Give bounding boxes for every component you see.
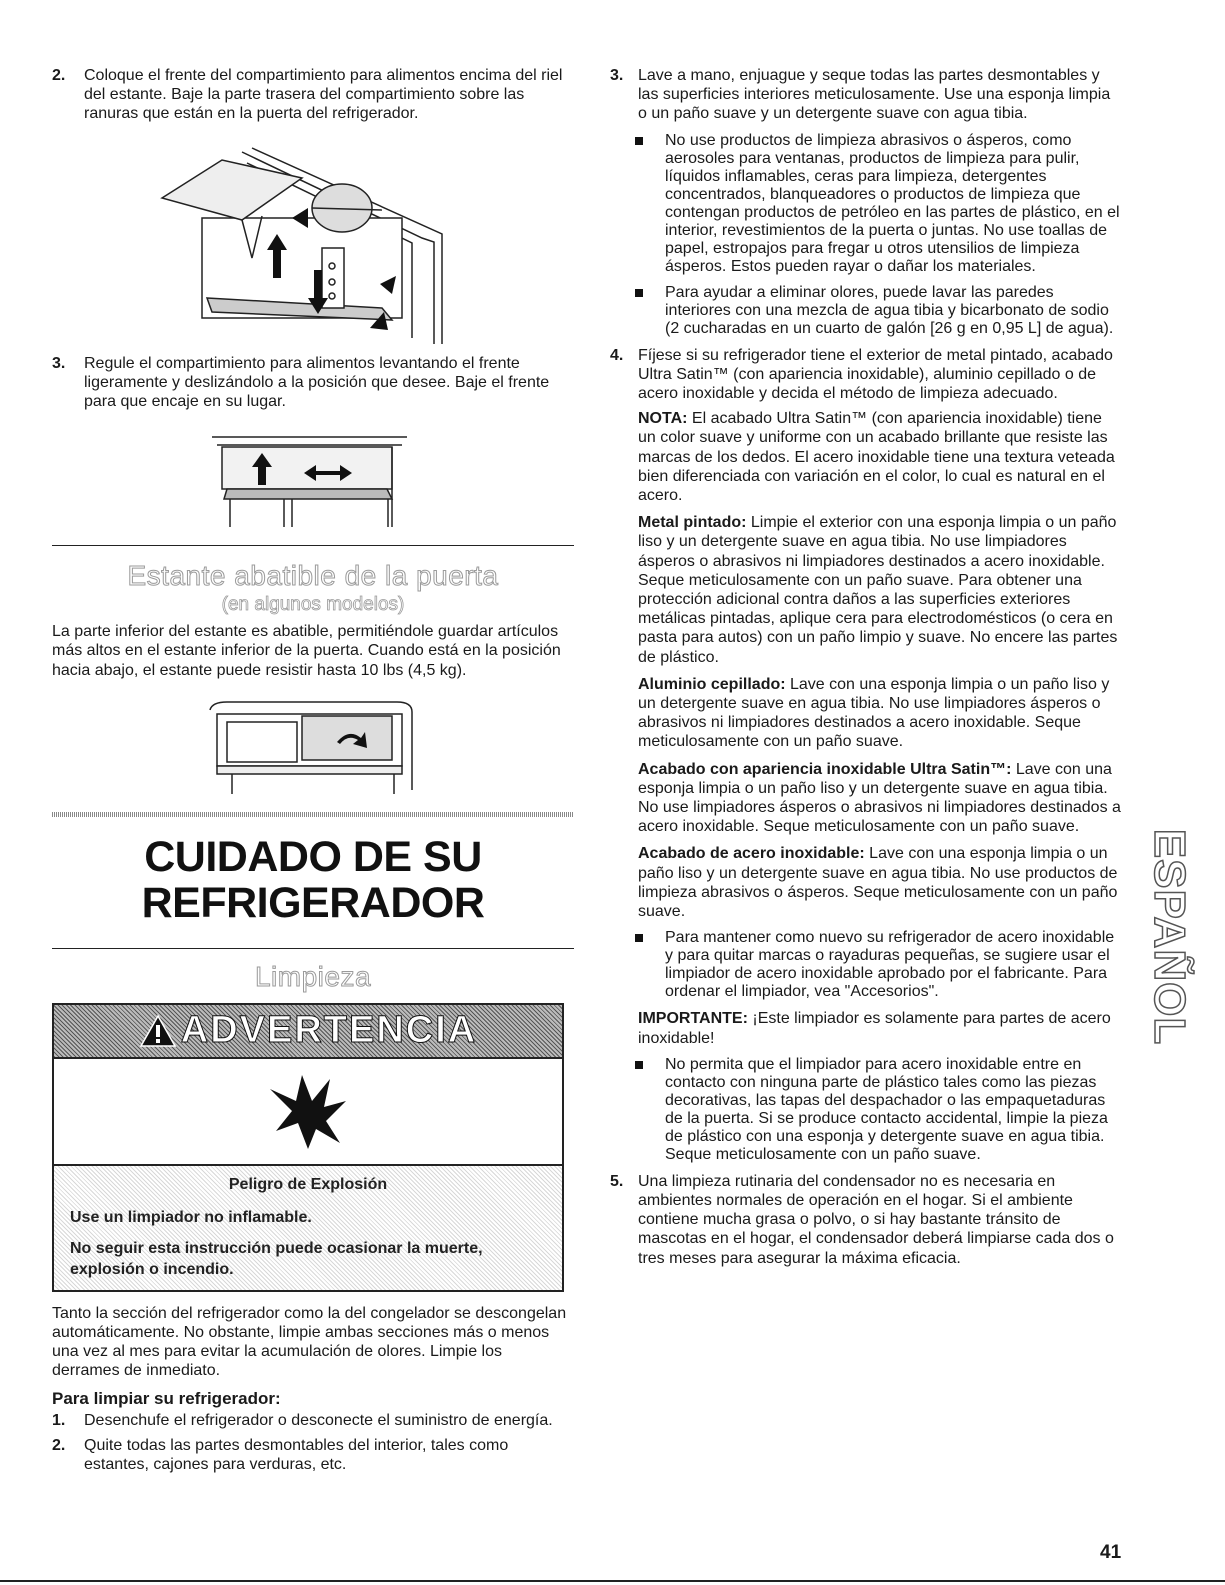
warning-line-2: No seguir esta instrucción puede ocasionar la muerte, explosión o incendio. (70, 1239, 483, 1278)
warning-line-1: Use un limpiador no inflamable. (70, 1208, 312, 1226)
shelf-section-title: Estante abatible de la puerta (127, 560, 499, 592)
section-title-line-2: REFRIGERADOR (141, 878, 485, 927)
important-text: ¡Este limpiador es solamente para partes de acero inoxidable! (638, 1010, 1111, 1047)
ultra-satin-label: Acabado con apariencia inoxidable Ultra Satin™: (638, 760, 1012, 778)
clean-step-5 (610, 1172, 1122, 1268)
stainless-text: Lave con una esponja limpia o un paño liso y un detergente suave en agua tibia. No use productos de limpieza abrasivos o ásperos. Seque meticulosamente con un paño suave. (638, 845, 1118, 921)
step-text: Coloque el frente del compartimiento para alimentos encima del riel del estante. Baje la parte trasera del compartimiento sobre las ranuras que están en la puerta del refrigerador. (84, 67, 563, 123)
explosion-icon (268, 1071, 348, 1151)
aluminum-paragraph (638, 675, 1122, 752)
step-text: Regule el compartimiento para alimentos levantando el frente ligeramente y deslizándolo a la posición que desee. Baje el frente para que encaje en su lugar. (84, 354, 550, 411)
nota-label: NOTA: (638, 410, 688, 428)
bullet-item (635, 132, 1122, 276)
bin-slide-illustration (52, 427, 574, 537)
step-number: 4. (610, 346, 624, 364)
step-number: 2. (52, 67, 66, 84)
bullet-square-icon (635, 289, 643, 297)
warning-box (52, 1003, 564, 1292)
step-number: 2. (52, 1436, 66, 1454)
step-number: 3. (610, 67, 624, 84)
aluminum-text: Lave con una esponja limpia o un paño liso y un detergente suave en agua tibia. No use limpiadores ásperos o abrasivos ni limpiadores destinados a acero inoxidable. Seque meticulosamente con un paño suave. (638, 675, 1110, 751)
step-text: Fíjese si su refrigerador tiene el exterior de metal pintado, acabado Ultra Satin™ (con apariencia inoxidable), aluminio cepillado o de acero inoxidable y decida el método de limpieza adecuado. (638, 346, 1113, 403)
section-title-line-1: CUIDADO DE SU (144, 832, 482, 881)
step-3-adjust-bin (52, 354, 574, 412)
section-divider (52, 545, 574, 546)
flip-shelf-illustration (52, 698, 574, 798)
defrost-paragraph: Tanto la sección del refrigerador como la del congelador se descongelan automáticamente. No obstante, limpie ambas secciones más o menos una vez al mes para evitar la acumulación de olores. Limpie los derrames de inmediato. (52, 1304, 567, 1380)
step-number: 3. (52, 354, 66, 372)
clean-step-2 (52, 1436, 574, 1474)
metal-paragraph (638, 513, 1122, 667)
stainless-label: Acabado de acero inoxidable: (638, 845, 865, 863)
bottom-rule (0, 1580, 1225, 1582)
step-text: Una limpieza rutinaria del condensador no es necesaria en ambientes normales de operación en el hogar. Si el ambiente contiene mucha grasa o polvo, o si hay bastante tránsito de mascotas en el hogar, el condensador deberá limpiarse cada dos o tres meses para asegurar la máxima eficacia. (638, 1172, 1114, 1267)
clean-step-1 (52, 1411, 574, 1430)
shelf-description: La parte inferior del estante es abatible, permitiéndole guardar artículos más altos en el estante inferior de la puerta. Cuando está en la posición hacia abajo, el estante puede resistir hasta 10 lbs (4,5 kg). (52, 623, 561, 679)
shelf-section-subtitle: (en algunos modelos) (221, 594, 405, 616)
ultra-satin-paragraph (638, 760, 1122, 837)
metal-label: Metal pintado: (638, 514, 747, 532)
bullet-item (635, 1056, 1122, 1164)
bin-install-illustration (52, 138, 574, 348)
ultra-satin-text: Lave con una esponja limpia o un paño liso y un detergente suave en agua tibia. No use limpiadores ásperos o abrasivos ni limpiadores destinados a acero inoxidable. Seque meticulosamente con un paño suave. (638, 760, 1121, 836)
nota-paragraph (638, 409, 1122, 505)
step-number: 1. (52, 1411, 66, 1429)
bullet-text: No use productos de limpieza abrasivos o ásperos, como aerosoles para ventanas, productos de limpieza para pulir, líquidos inflamables, ceras para limpieza, detergentes concentrados, blanqueadores o productos de limpieza que contengan productos de petróleo en las partes de plástico, en el interior, revestimientos de la puerta o juntas. No use toallas de papel, estropajos para fregar u otros utensilios de limpieza ásperos. Estos pueden rayar o dañar los materiales. (665, 131, 1120, 275)
clean-heading: Para limpiar su refrigerador: (52, 1388, 281, 1408)
language-tab-label: ESPAÑOL (1145, 828, 1194, 1046)
language-side-tab (1145, 812, 1194, 1062)
warning-hazard: Peligro de Explosión (228, 1175, 388, 1193)
bullet-text: No permita que el limpiador para acero inoxidable entre en contacto con ninguna parte de plástico tales como las piezas decorativas, las tapas del despachador o las empaquetaduras de la puerta. Si se produce contacto accidental, limpie la pieza de plástico con una esponja y detergente suave en agua tibia. Seque meticulosamente con un paño suave. (665, 1055, 1108, 1163)
right-column (610, 66, 1122, 1268)
section-divider (52, 948, 574, 949)
warning-text (54, 1166, 562, 1290)
important-paragraph (638, 1009, 1122, 1047)
warning-header (54, 1005, 562, 1057)
step-2-position-bin (52, 66, 574, 124)
important-label: IMPORTANTE: (638, 1010, 748, 1028)
step-text: Desenchufe el refrigerador o desconecte el suministro de energía. (84, 1411, 553, 1429)
bullet-square-icon (635, 137, 643, 145)
section-title (52, 834, 574, 926)
stainless-paragraph (638, 844, 1122, 921)
bullet-text: Para mantener como nuevo su refrigerador de acero inoxidable y para quitar marcas o rayaduras pequeñas, se sugiere usar el limpiador de acero inoxidable aprobado por el fabricante. Para ordenar el limpiador, vea "Accesorios". (665, 929, 1115, 1001)
step-text: Quite todas las partes desmontables del interior, tales como estantes, cajones para verduras, etc. (84, 1436, 509, 1474)
bullet-square-icon (635, 934, 643, 942)
nota-text: El acabado Ultra Satin™ (con apariencia inoxidable) tiene un color suave y uniforme con un acabado brillante que resiste las marcas de los dedos. El acero inoxidable tiene una textura veteada bien diferenciada con variación en el color, lo cual es natural en el acero. (638, 410, 1115, 505)
warning-icon-panel (54, 1057, 562, 1166)
step-text: Lave a mano, enjuague y seque todas las partes desmontables y las superficies interiores meticulosamente. Use una esponja limpia o un paño suave y un detergente suave con agua tibia. (638, 67, 1111, 123)
aluminum-label: Aluminio cepillado: (638, 675, 786, 693)
clean-step-4 (610, 346, 1122, 404)
warning-header-label: ADVERTENCIA (180, 1009, 478, 1052)
step-number: 5. (610, 1172, 624, 1190)
bullet-text: Para ayudar a eliminar olores, puede lavar las paredes interiores con una mezcla de agua tibia y bicarbonato de sodio (2 cucharadas en un cuarto de galón [26 g en 0,95 L] de agua). (665, 283, 1114, 337)
bullet-item (635, 284, 1122, 338)
left-column (52, 66, 574, 1474)
clean-step-3 (610, 66, 1122, 124)
bullet-item (635, 929, 1122, 1001)
metal-text: Limpie el exterior con una esponja limpia o un paño liso y un detergente suave en agua tibia. No use limpiadores ásperos o abrasivos ni limpiadores destinados a acero inoxidable. Seque meticulosamente con un paño suave. Para obtener una protección adicional contra daños a las superficies exteriores metálicas pintadas, aplique cera para electrodomésticos (o cera en pasta para autos) con un paño limpio y suave. No encere las partes de plástico. (638, 514, 1118, 666)
cleaning-subtitle: Limpieza (254, 960, 372, 992)
bullet-square-icon (635, 1061, 643, 1069)
dotted-divider (52, 812, 574, 817)
page-number: 41 (1100, 1542, 1122, 1563)
warning-triangle-icon (139, 1014, 177, 1048)
